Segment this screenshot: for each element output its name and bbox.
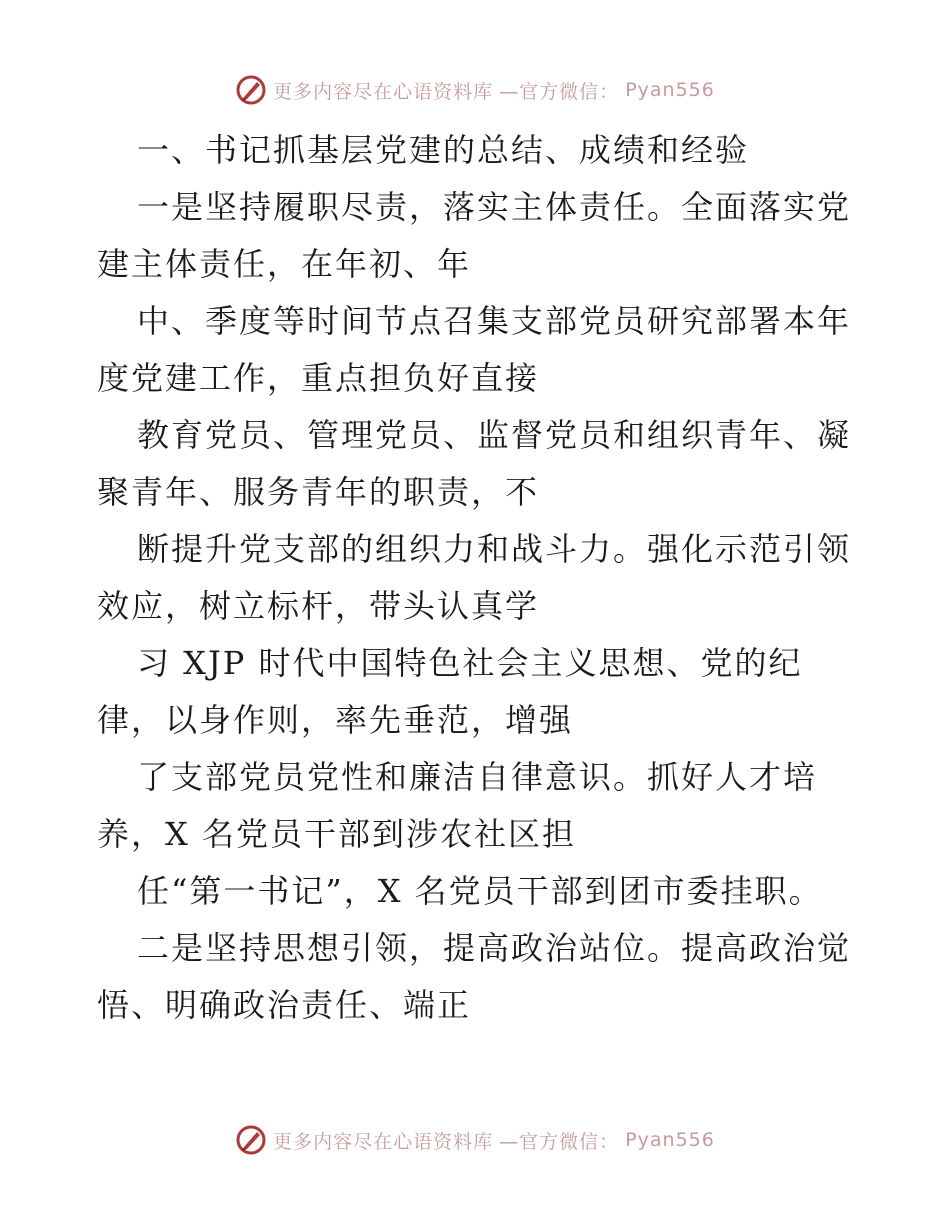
document-line: 教育党员、管理党员、监督党员和组织青年、凝	[137, 416, 852, 454]
document-line: 建主体责任，在年初、年	[97, 245, 472, 283]
document-line: 习 XJP 时代中国特色社会主义思想、党的纪	[137, 644, 803, 682]
document-line: 任“第一书记”，X 名党员干部到团市委挂职。	[137, 872, 823, 910]
watermark-site-text: 更多内容尽在心语资料库	[273, 80, 494, 103]
watermark-site-text: 更多内容尽在心语资料库	[273, 1130, 494, 1153]
header-watermark	[0, 70, 950, 110]
document-line: 度党建工作，重点担负好直接	[97, 359, 540, 397]
pen-logo-icon	[235, 74, 267, 106]
document-line: 悟、明确政治责任、端正	[97, 986, 472, 1024]
document-line: 了支部党员党性和廉洁自律意识。抓好人才培	[137, 758, 818, 796]
document-line: 聚青年、服务青年的职责，不	[97, 473, 540, 511]
document-line: 断提升党支部的组织力和战斗力。强化示范引领	[137, 530, 852, 568]
pen-logo-icon	[235, 1124, 267, 1156]
document-line: 律，以身作则，率先垂范，增强	[97, 701, 574, 739]
document-line: 一是坚持履职尽责，落实主体责任。全面落实党	[137, 188, 852, 226]
watermark-wechat-label: —官方微信：	[499, 80, 620, 103]
document-body	[97, 122, 857, 1034]
document-line: 效应，树立标杆，带头认真学	[97, 587, 540, 625]
watermark-wechat-label: —官方微信：	[499, 1130, 620, 1153]
footer-watermark	[0, 1120, 950, 1160]
document-line: 一、书记抓基层党建的总结、成绩和经验	[137, 131, 750, 169]
watermark-account: Pyan556	[625, 1129, 715, 1151]
watermark-account: Pyan556	[625, 79, 715, 101]
document-line: 中、季度等时间节点召集支部党员研究部署本年	[137, 302, 852, 340]
document-line: 养，X 名党员干部到涉农社区担	[97, 815, 576, 853]
document-line: 二是坚持思想引领，提高政治站位。提高政治觉	[137, 929, 852, 967]
